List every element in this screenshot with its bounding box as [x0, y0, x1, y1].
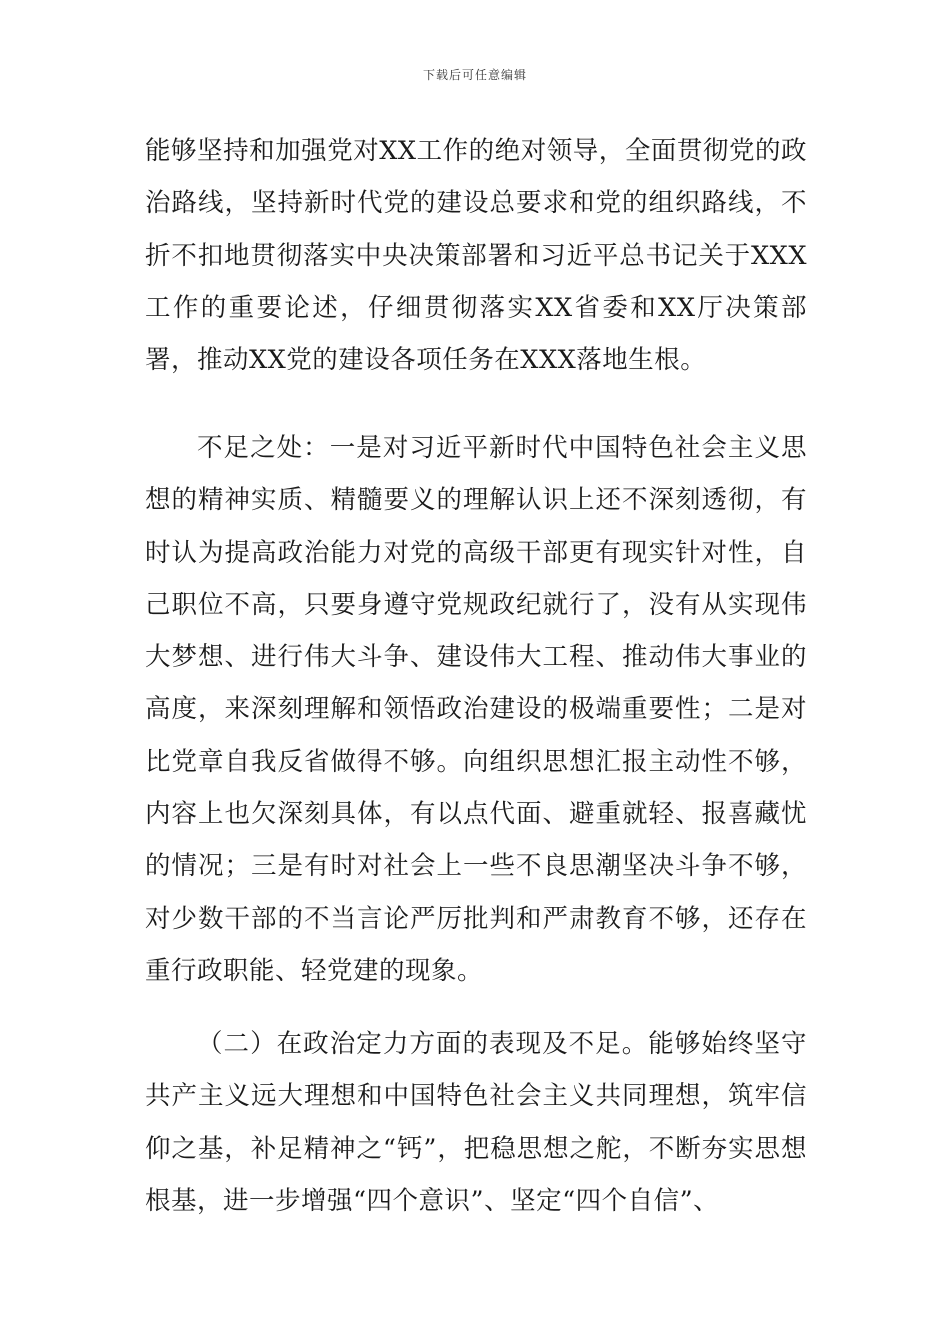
paragraph-2: 不足之处：一是对习近平新时代中国特色社会主义思想的精神实质、精髓要义的理解认识上还不深刻透彻，有时认为提高政治能力对党的高级干部更有现实针对性，自己职位不高，只要身遵守党规政纪就行了，没有从实现伟大梦想、进行伟大斗争、建设伟大工程、推动伟大事业的高度，来深刻理解和领悟政治建设的极端重要性；二是对比党章自我反省做得不够。向组织思想汇报主动性不够，内容上也欠深刻具体，有以点代面、避重就轻、报喜藏忧的情况；三是有时对社会上一些不良思潮坚决斗争不够，对少数干部的不当言论严厉批判和严肃教育不够，还存在重行政职能、轻党建的现象。: [145, 433, 807, 986]
paragraph-2-container: [145, 422, 807, 997]
paragraph-1: 能够坚持和加强党对XX工作的绝对领导，全面贯彻党的政治路线，坚持新时代党的建设总要求和党的组织路线，不折不扣地贯彻落实中央决策部署和习近平总书记关于XXX工作的重要论述，仔细贯彻落实XX省委和XX厅决策部署，推动XX党的建设各项任务在XXX落地生根。: [145, 136, 807, 376]
paragraph-3: （二）在政治定力方面的表现及不足。能够始终坚守共产主义远大理想和中国特色社会主义共同理想，筑牢信仰之基，补足精神之“钙”，把稳思想之舵，不断夯实思想根基，进一步增强“四个意识”、坚定“四个自信”、: [145, 1029, 807, 1216]
header-note: 下载后可任意编辑: [422, 68, 527, 82]
paragraph-1-container: [145, 125, 807, 386]
paragraph-3-container: [145, 1018, 807, 1227]
